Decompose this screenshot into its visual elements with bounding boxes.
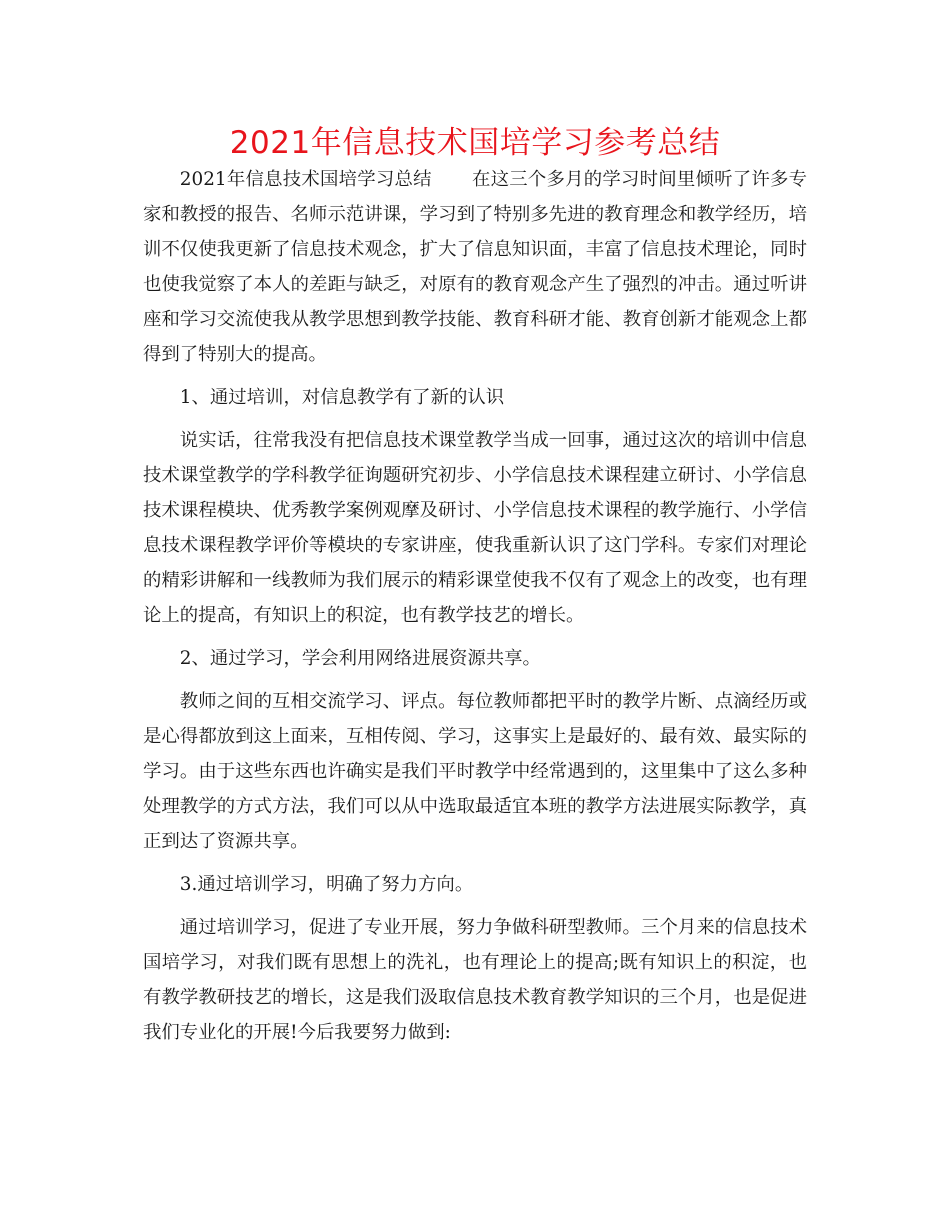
intro-text: 在这三个多月的学习时间里倾听了许多专家和教授的报告、名师示范讲课，学习到了特别多先进的教育理念和教学经历，培训不仅使我更新了信息技术观念，扩大了信息知识面，丰富了信息技术理论，同时也使我觉察了本人的差距与缺乏，对原有的教育观念产生了强烈的冲击。通过听讲座和学习交流使我从教学思想到教学技能、教育科研才能、教育创新才能观念上都得到了特别大的提高。 [143, 169, 807, 365]
intro-lead: 2021年信息技术国培学习总结 [179, 169, 432, 190]
document-title: 2021年信息技术国培学习参考总结 [229, 125, 721, 161]
section-heading-2: 2、通过学习，学会利用网络进展资源共享。 [179, 648, 541, 669]
paragraph-section-3: 通过培训学习，促进了专业开展，努力争做科研型教师。三个月来的信息技术国培学习，对我们既有思想上的洗礼，也有理论上的提高;既有知识上的积淀，也有教学教研技艺的增长，这是我们汲取信息技术教育教学知识的三个月，也是促进我们专业化的开展!今后我要努力做到: [143, 917, 807, 1043]
paragraph-intro [143, 162, 807, 372]
section-heading-3: 3.通过培训学习，明确了努力方向。 [179, 874, 474, 895]
paragraph-section-1: 说实话，往常我没有把信息技术课堂教学当成一回事，通过这次的培训中信息技术课堂教学的学科教学征询题研究初步、小学信息技术课程建立研讨、小学信息技术课程模块、优秀教学案例观摩及研讨、小学信息技术课程的教学施行、小学信息技术课程教学评价等模块的专家讲座，使我重新认识了这门学科。专家们对理论的精彩讲解和一线教师为我们展示的精彩课堂使我不仅有了观念上的改变，也有理论上的提高，有知识上的积淀，也有教学技艺的增长。 [143, 430, 807, 626]
section-heading-1: 1、通过培训，对信息教学有了新的认识 [179, 387, 505, 408]
paragraph-section-2: 教师之间的互相交流学习、评点。每位教师都把平时的教学片断、点滴经历或是心得都放到这上面来，互相传阅、学习，这事实上是最好的、最有效、最实际的学习。由于这些东西也许确实是我们平时教学中经常遇到的，这里集中了这么多种处理教学的方式方法，我们可以从中选取最适宜本班的教学方法进展实际教学，真正到达了资源共享。 [143, 691, 807, 852]
document-body [143, 162, 807, 1058]
